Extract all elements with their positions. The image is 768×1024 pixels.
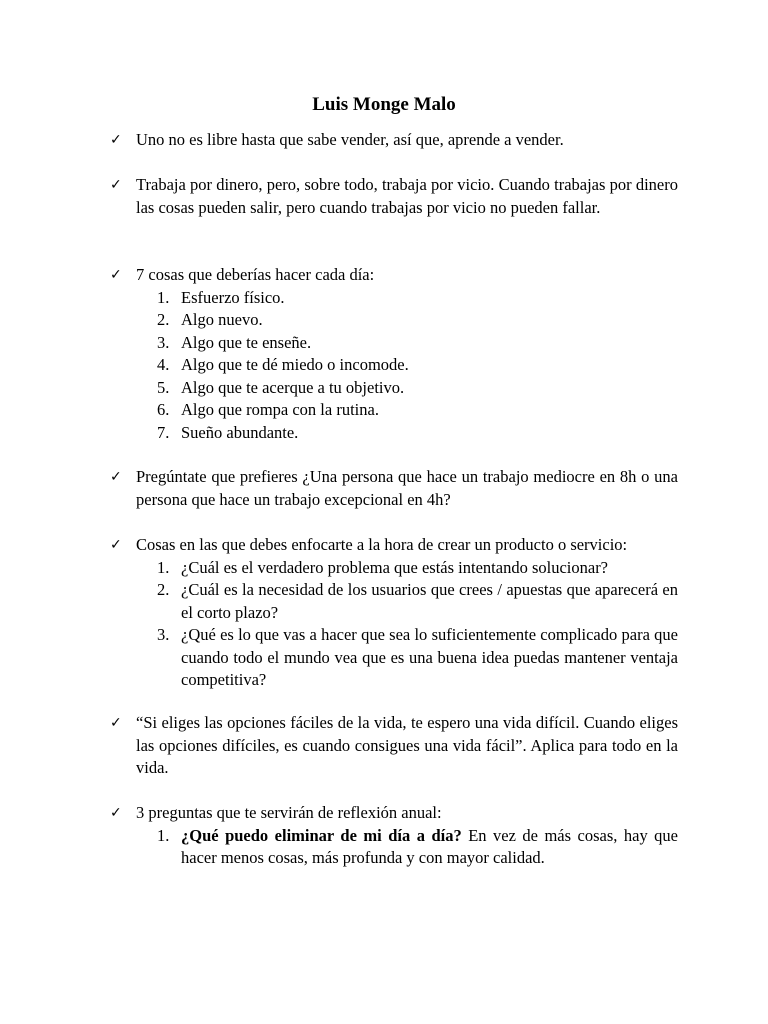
- list-item-bold-question: ¿Qué puedo eliminar de mi día a día?: [181, 825, 462, 845]
- list-item: [157, 354, 678, 377]
- list-item: [157, 422, 678, 445]
- list-item-text: ¿Cuál es la necesidad de los usuarios que crees / apuestas que aparecerá en el corto plazo?: [181, 580, 678, 622]
- checkmark-icon: ✓: [110, 177, 122, 193]
- list-item: [157, 825, 679, 870]
- list-number: 1.: [157, 825, 170, 845]
- list-item: [157, 624, 678, 692]
- bullet-text: “Si eliges las opciones fáciles de la vida, te espero una vida difícil. Cuando eliges las opciones difíciles, es cuando consigues una vida fácil”. Aplica para todo en la vida.: [136, 713, 678, 777]
- list-item-text: Algo que te dé miedo o incomode.: [181, 355, 409, 374]
- numbered-list: [110, 825, 678, 870]
- checkmark-icon: ✓: [110, 267, 122, 283]
- document-title: Luis Monge Malo: [312, 94, 456, 115]
- list-item-text: Algo que te enseñe.: [181, 332, 312, 352]
- list-item: [157, 399, 678, 422]
- bullet-item-7: [110, 802, 678, 870]
- bullet-text: Cosas en las que debes enfocarte a la hora de crear un producto o servicio:: [136, 535, 628, 554]
- list-item: [157, 579, 678, 624]
- list-number: 2.: [157, 580, 170, 599]
- list-number: 2.: [157, 310, 170, 329]
- list-number: 5.: [157, 377, 170, 397]
- list-item-text: Algo que te acerque a tu objetivo.: [181, 377, 405, 397]
- list-number: 1.: [157, 287, 170, 307]
- bullet-text: 3 preguntas que te servirán de reflexión anual:: [136, 803, 442, 822]
- list-number: 6.: [157, 400, 170, 419]
- bullet-text: Trabaja por dinero, pero, sobre todo, trabaja por vicio. Cuando trabajas por dinero las cosas pueden salir, pero cuando trabajas por vicio no pueden fallar.: [136, 175, 678, 217]
- list-number: 3.: [157, 332, 170, 352]
- list-number: 1.: [157, 557, 170, 577]
- list-item: [157, 309, 678, 332]
- checkmark-icon: ✓: [110, 537, 122, 553]
- list-item-text: En vez de más cosas, hay que hacer menos cosas, más profunda y con mayor calidad.: [181, 825, 679, 867]
- bullet-item-3: [110, 264, 678, 444]
- checkmark-icon: ✓: [110, 469, 122, 485]
- list-item: [157, 377, 678, 400]
- list-item: [157, 332, 678, 355]
- list-item-text: Esfuerzo físico.: [181, 287, 285, 307]
- list-item-text: Algo nuevo.: [181, 310, 263, 329]
- list-item-text: Algo que rompa con la rutina.: [181, 400, 379, 419]
- bullet-text: Uno no es libre hasta que sabe vender, así que, aprende a vender.: [136, 130, 564, 149]
- checkmark-icon: ✓: [110, 805, 122, 821]
- bullet-item-6: [110, 712, 678, 780]
- checkmark-icon: ✓: [110, 715, 122, 731]
- bullet-item-4: [110, 466, 678, 511]
- list-number: 7.: [157, 422, 170, 442]
- bullet-item-2: [110, 174, 678, 219]
- numbered-list: [110, 287, 678, 445]
- list-item-text: ¿Cuál es el verdadero problema que estás intentando solucionar?: [181, 557, 609, 577]
- bullet-text: Pregúntate que prefieres ¿Una persona que hace un trabajo mediocre en 8h o una persona que hace un trabajo excepcional en 4h?: [136, 467, 678, 509]
- checkmark-icon: ✓: [110, 132, 122, 148]
- list-number: 3.: [157, 625, 170, 644]
- list-item-text: ¿Qué es lo que vas a hacer que sea lo suficientemente complicado para que cuando todo el mundo vea que es una buena idea puedas mantener ventaja competitiva?: [181, 625, 678, 689]
- list-item: [157, 557, 678, 580]
- numbered-list: [110, 557, 678, 692]
- bullet-item-1: [110, 129, 678, 152]
- list-number: 4.: [157, 355, 170, 374]
- list-item: [157, 287, 678, 310]
- list-item-text: Sueño abundante.: [181, 422, 299, 442]
- bullet-item-5: [110, 534, 678, 692]
- bullet-text: 7 cosas que deberías hacer cada día:: [136, 265, 375, 284]
